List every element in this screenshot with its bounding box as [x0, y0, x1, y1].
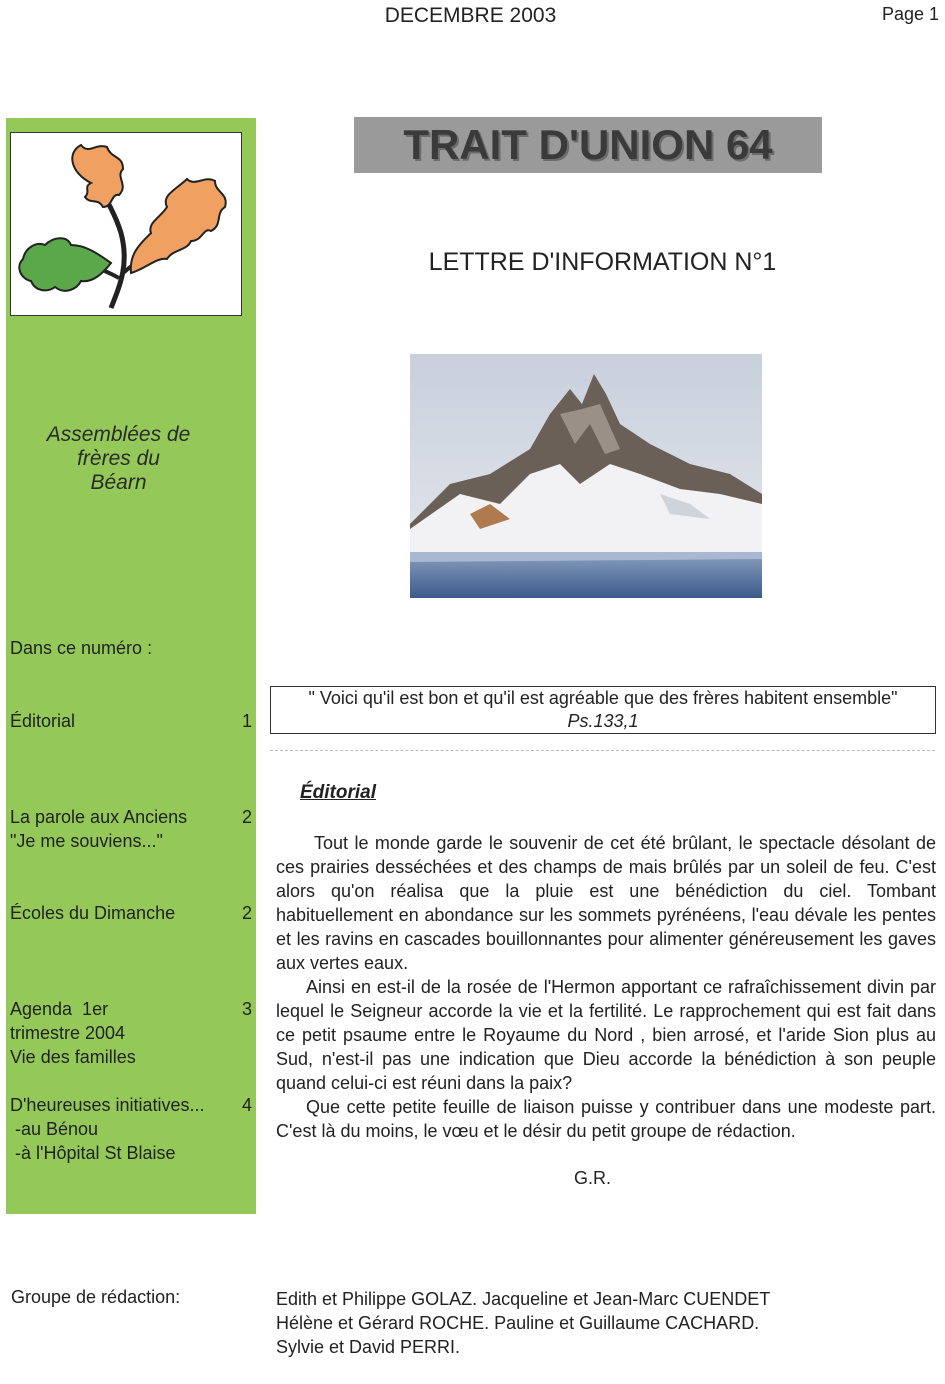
- newsletter-title-bar: [354, 117, 822, 173]
- editorial-heading: Éditorial: [300, 782, 377, 803]
- scripture-quote-box: [270, 686, 936, 734]
- quote-reference: Ps.133,1: [567, 711, 639, 731]
- editorial-signature: G.R.: [573, 1168, 611, 1188]
- newsletter-subtitle: LETTRE D'INFORMATION N°1: [428, 248, 777, 276]
- toc-item-ecoles[interactable]: Écoles du Dimanche 2: [10, 903, 252, 923]
- quote-text: " Voici qu'il est bon et qu'il est agréable que des frères habitent ensemble": [308, 688, 898, 708]
- toc-item-editorial[interactable]: Éditorial 1: [10, 711, 252, 731]
- editorial-body: [276, 831, 936, 1143]
- editorial-paragraph: Que cette petite feuille de liaison puisse y contribuer dans une modeste part. C'est là du moins, le vœu et le désir du petit groupe de rédaction.: [276, 1097, 936, 1141]
- divider: [270, 750, 935, 751]
- page-number: Page 1: [881, 4, 939, 24]
- toc-item-anciens[interactable]: La parole aux Anciens "Je me souviens..." 2: [10, 807, 252, 851]
- mountain-image-icon: [410, 354, 762, 598]
- editorial-group-names: Edith et Philippe GOLAZ. Jacqueline et Jean-Marc CUENDET Hélène et Gérard ROCHE. Pauline et Guillaume CACHARD. Sylvie et David PERRI.: [276, 1289, 771, 1357]
- oak-leaves-icon: [11, 133, 241, 315]
- sidebar: [6, 118, 256, 1214]
- mountain-photo: [410, 354, 762, 598]
- toc-heading: Dans ce numéro :: [10, 638, 153, 658]
- newsletter-title: TRAIT D'UNION 64: [403, 121, 773, 168]
- organization-name: Assemblées de frères du Béarn: [46, 423, 191, 494]
- editorial-paragraph: Ainsi en est-il de la rosée de l'Hermon apportant ce rafraîchissement divin par lequel le Seigneur accorde la vie et la fertilité. Le rapprochement qui est fait dans ce petit psaume entre le Royaume du Nord , bien arrosé, et l'aride Sion plus au Sud, n'est-il pas une indication que Dieu accorde la bénédiction à son peuple quand celui-ci est réuni dans la paix?: [276, 977, 936, 1093]
- editorial-paragraph: Tout le monde garde le souvenir de cet été brûlant, le spectacle désolant de ces prairies desséchées et des champs de mais brûlés par un soleil de feu. C'est alors qu'on réalisa que la pluie est une bénédiction du ciel. Tombant habituellement en abondance sur les sommets pyrénéens, l'eau dévale les pentes et les ravins en cascades bouillonnantes pour alimenter généreusement les gaves aux vertes eaux.: [276, 833, 936, 973]
- editorial-group-label: Groupe de rédaction:: [11, 1287, 181, 1307]
- toc-item-agenda[interactable]: Agenda 1er trimestre 2004 Vie des familles 3: [10, 999, 252, 1067]
- header-date: DECEMBRE 2003: [384, 4, 557, 27]
- toc-item-initiatives[interactable]: D'heureuses initiatives... -au Bénou -à l'Hôpital St Blaise 4: [10, 1095, 252, 1163]
- oak-leaves-logo: [10, 132, 242, 316]
